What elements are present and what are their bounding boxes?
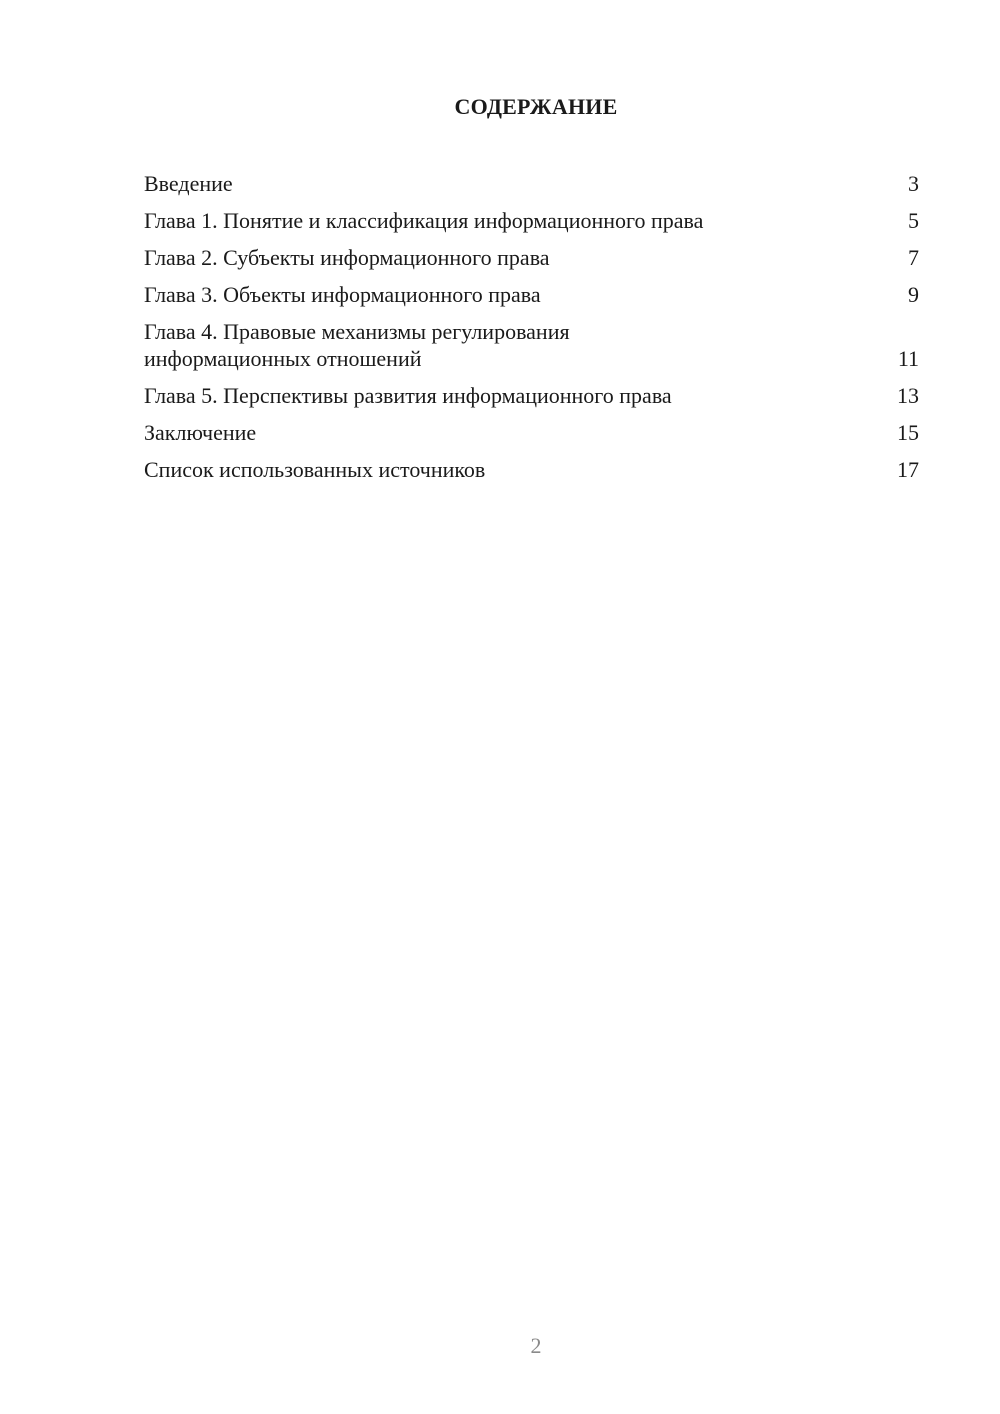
- toc-entry-label: Глава 4. Правовые механизмы регулирования информационных отношений: [144, 319, 570, 371]
- toc-entry-page: 7: [908, 245, 919, 270]
- page-title: СОДЕРЖАНИЕ: [454, 94, 618, 119]
- toc-entry-label: Заключение: [144, 420, 257, 445]
- toc-entry-page: 11: [897, 346, 919, 371]
- toc-entry-label: Глава 2. Субъекты информационного права: [144, 245, 550, 270]
- toc-entry-label: Глава 1. Понятие и классификация информационного права: [144, 208, 704, 233]
- toc-entry-page: 9: [908, 282, 919, 307]
- toc-entry: [144, 207, 919, 234]
- table-of-contents: [144, 170, 919, 493]
- toc-entry: [144, 419, 919, 446]
- toc-entry-label: Введение: [144, 171, 233, 196]
- toc-entry-label: Список использованных источников: [144, 457, 486, 482]
- toc-entry-label: Глава 5. Перспективы развития информационного права: [144, 383, 672, 408]
- toc-entry-label: Глава 3. Объекты информационного права: [144, 282, 541, 307]
- toc-entry-page: 3: [908, 171, 919, 196]
- toc-entry: [144, 456, 919, 483]
- toc-entry: [144, 318, 919, 372]
- page-number: 2: [530, 1333, 542, 1358]
- toc-entry: [144, 170, 919, 197]
- toc-entry-page: 13: [897, 383, 919, 408]
- toc-entry-page: 15: [897, 420, 919, 445]
- toc-entry: [144, 244, 919, 271]
- toc-entry-page: 5: [908, 208, 919, 233]
- toc-entry: [144, 382, 919, 409]
- toc-entry-page: 17: [897, 457, 919, 482]
- toc-entry: [144, 281, 919, 308]
